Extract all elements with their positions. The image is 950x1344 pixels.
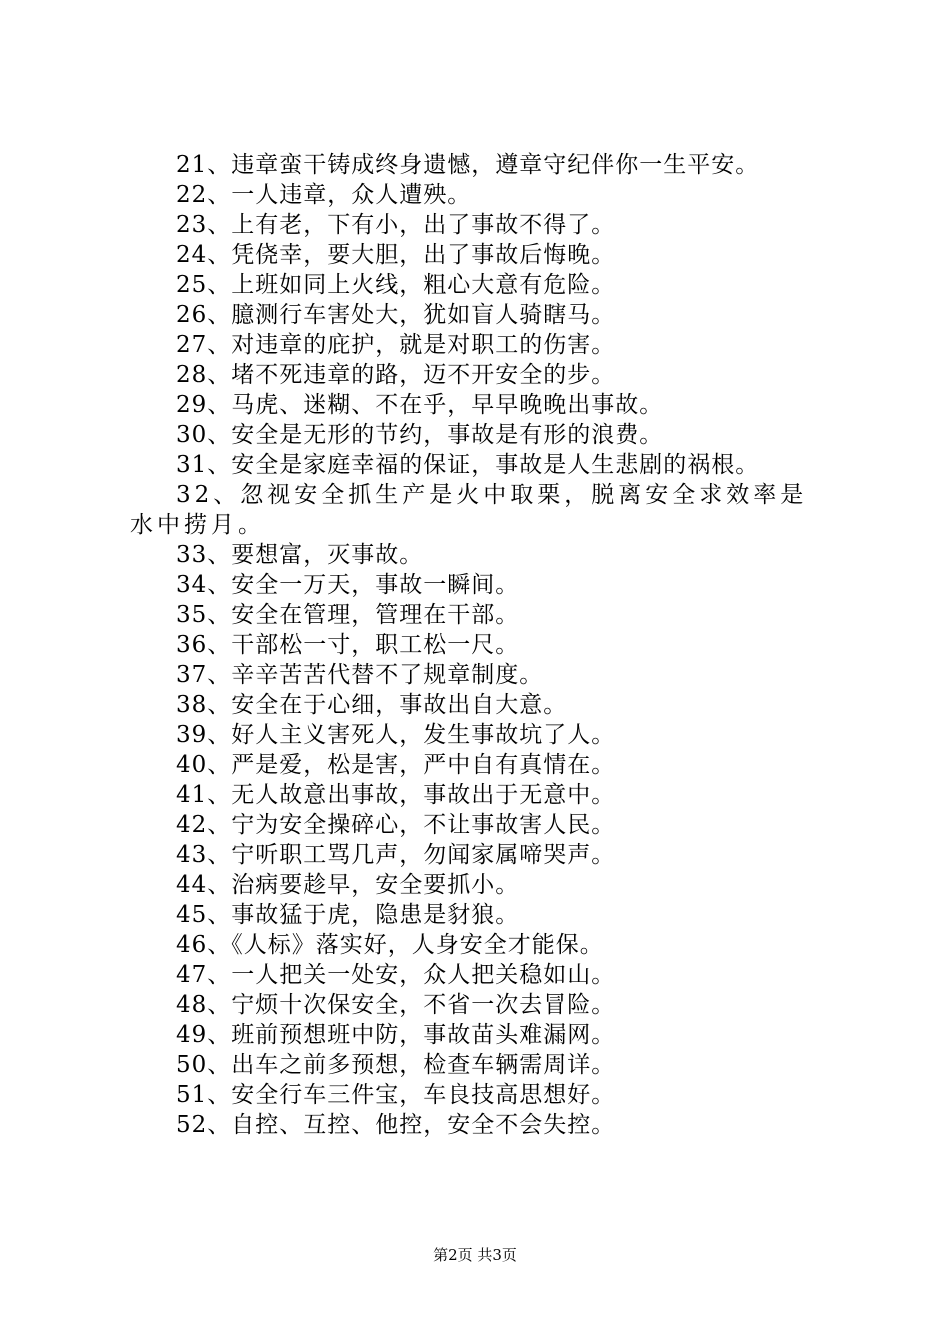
slogan-line: 50、出车之前多预想，检查车辆需周详。 xyxy=(176,1052,616,1078)
slogan-line-wrapped: 32、忽视安全抓生产是火中取栗，脱离安全求效率是水中捞月。 xyxy=(130,482,808,538)
slogan-line: 27、对违章的庇护，就是对职工的伤害。 xyxy=(176,332,616,358)
slogan-line: 41、无人故意出事故，事故出于无意中。 xyxy=(176,782,616,808)
slogan-line: 34、安全一万天，事故一瞬间。 xyxy=(176,572,520,598)
slogan-line: 47、一人把关一处安，众人把关稳如山。 xyxy=(176,962,616,988)
slogan-line: 49、班前预想班中防，事故苗头难漏网。 xyxy=(176,1022,616,1048)
slogan-line: 23、上有老，下有小，出了事故不得了。 xyxy=(176,212,616,238)
slogan-line: 52、自控、互控、他控，安全不会失控。 xyxy=(176,1112,616,1138)
slogan-line: 46、《人标》落实好，人身安全才能保。 xyxy=(176,932,604,958)
slogan-line: 25、上班如同上火线，粗心大意有危险。 xyxy=(176,272,616,298)
slogan-line: 26、臆测行车害处大，犹如盲人骑瞎马。 xyxy=(176,302,616,328)
slogan-line: 29、马虎、迷糊、不在乎，早早晚晚出事故。 xyxy=(176,392,664,418)
page-footer: 第2页 共3页 xyxy=(433,1246,517,1264)
slogan-line: 31、安全是家庭幸福的保证，事故是人生悲剧的祸根。 xyxy=(176,452,760,478)
slogan-line: 30、安全是无形的节约，事故是有形的浪费。 xyxy=(176,422,664,448)
slogan-line: 44、治病要趁早，安全要抓小。 xyxy=(176,872,520,898)
slogan-line: 36、干部松一寸，职工松一尺。 xyxy=(176,632,520,658)
slogan-line: 37、辛辛苦苦代替不了规章制度。 xyxy=(176,662,544,688)
slogan-line: 43、宁听职工骂几声，勿闻家属啼哭声。 xyxy=(176,842,616,868)
slogan-line: 21、违章蛮干铸成终身遗憾，遵章守纪伴你一生平安。 xyxy=(176,152,760,178)
slogan-line: 24、凭侥幸，要大胆，出了事故后悔晚。 xyxy=(176,242,616,268)
slogan-line: 28、堵不死违章的路，迈不开安全的步。 xyxy=(176,362,616,388)
slogan-line: 45、事故猛于虎，隐患是豺狼。 xyxy=(176,902,520,928)
slogan-line: 33、要想富，灭事故。 xyxy=(176,542,424,568)
slogan-list xyxy=(130,150,830,1140)
slogan-line: 51、安全行车三件宝，车良技高思想好。 xyxy=(176,1082,616,1108)
slogan-line: 22、一人违章，众人遭殃。 xyxy=(176,182,472,208)
slogan-line: 35、安全在管理，管理在干部。 xyxy=(176,602,520,628)
slogan-line: 39、好人主义害死人，发生事故坑了人。 xyxy=(176,722,616,748)
slogan-line: 38、安全在于心细，事故出自大意。 xyxy=(176,692,568,718)
slogan-line: 42、宁为安全操碎心，不让事故害人民。 xyxy=(176,812,616,838)
slogan-line: 48、宁烦十次保安全，不省一次去冒险。 xyxy=(176,992,616,1018)
slogan-line: 40、严是爱，松是害，严中自有真情在。 xyxy=(176,752,616,778)
